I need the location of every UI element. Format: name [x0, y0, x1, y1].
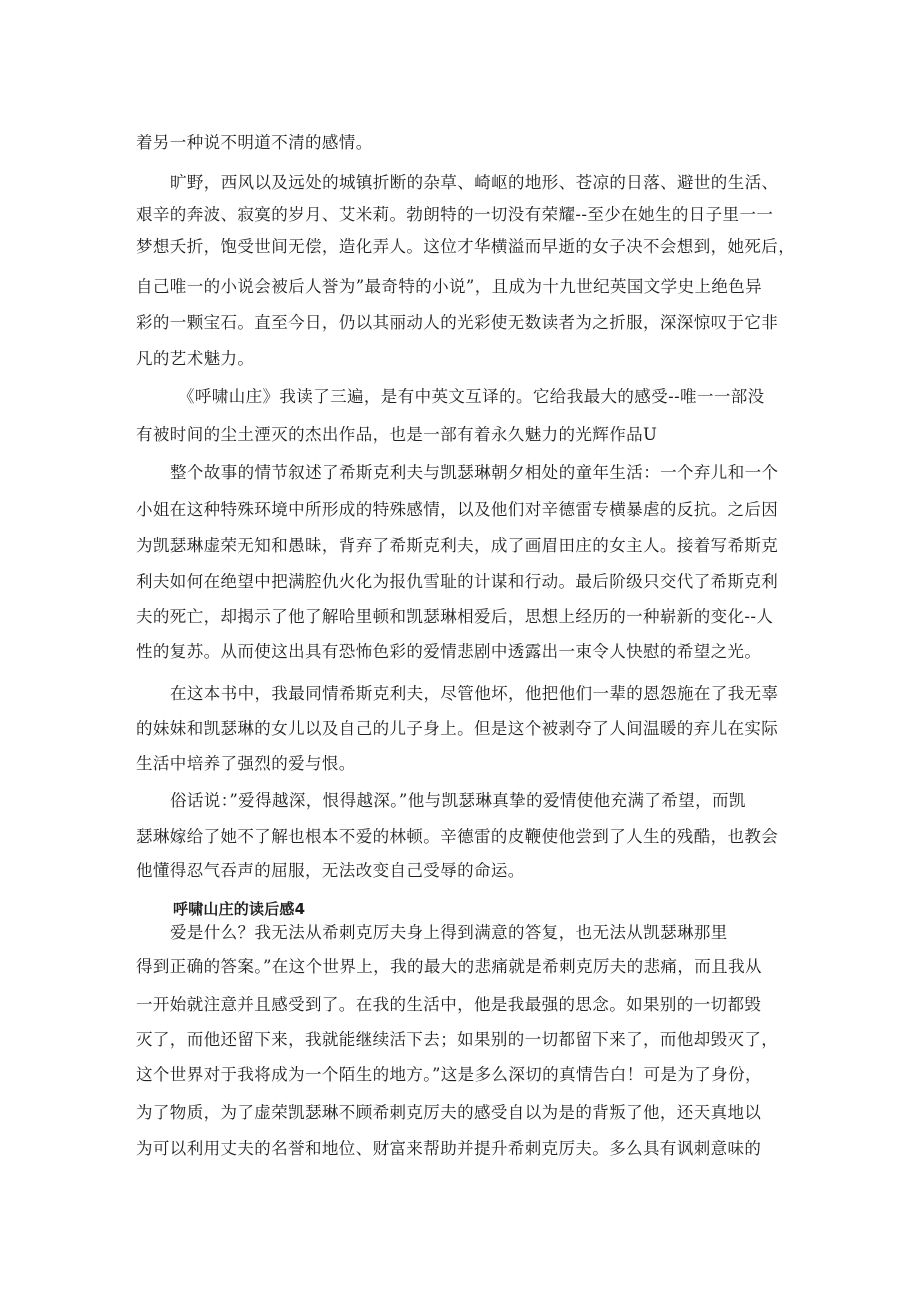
paragraph-start-line: 俗话说：”爱得越深，恨得越深。”他与凯瑟琳真挚的爱情使他充满了希望，而凯: [170, 791, 746, 810]
text-line: 利夫如何在绝望中把满腔仇火化为报仇雪耻的计谋和行动。最后阶级只交代了希斯克利: [136, 572, 779, 591]
text-line: 梦想夭折，饱受世间无偿，造化弄人。这位才华横溢而早逝的女子决不会想到，她死后，: [136, 237, 796, 256]
text-line: 为可以利用丈夫的名誉和地位、财富来帮助并提升希刺克厉夫。多么具有讽刺意味的: [136, 1139, 762, 1158]
text-line: 得到正确的答案。”在这个世界上，我的最大的悲痛就是希刺克厉夫的悲痛，而且我从: [136, 957, 762, 976]
text-line: 自己唯一的小说会被后人誉为”最奇特的小说”，且成为十九世纪英国文学史上绝色异: [136, 277, 763, 296]
text-line: 为凯瑟琳虚荣无知和愚昧，背弃了希斯克利夫，成了画眉田庄的女主人。接着写希斯克: [136, 536, 779, 555]
paragraph-start-line: 旷野，西风以及远处的城镇折断的杂草、崎岖的地形、苍凉的日落、避世的生活、: [170, 173, 779, 192]
section-heading: 呼啸山庄的读后感4: [173, 900, 306, 918]
paragraph-start-line: 爱是什么？我无法从希刺克厉夫身上得到满意的答复，也无法从凯瑟琳那里: [170, 923, 728, 942]
text-line: 的妹妹和凯瑟琳的女儿以及自己的儿子身上。但是这个被剥夺了人间温暖的弃儿在实际: [136, 719, 779, 738]
paragraph-start-line: 《呼啸山庄》我读了三遍，是有中英文互译的。它给我最大的感受--唯一一部没: [178, 387, 765, 406]
text-line: 凡的艺术魅力。: [136, 349, 255, 368]
text-line: 夫的死亡，却揭示了他了解哈里顿和凯瑟琳相爱后，思想上经历的一种崭新的变化--人: [136, 607, 774, 626]
text-line: 小姐在这种特殊环境中所形成的特殊感情，以及他们对辛德雷专横暴虐的反抗。之后因: [136, 500, 779, 519]
text-line: 灭了，而他还留下来，我就能继续活下去；如果别的一切都留下来了，而他却毁灭了，: [136, 1030, 779, 1049]
text-line: 这个世界对于我将成为一个陌生的地方。”这是多么深切的真情告白！可是为了身份，: [136, 1065, 762, 1084]
text-line: 他懂得忍气吞声的屈服，无法改变自己受辱的命运。: [136, 861, 525, 880]
paragraph-start-line: 在这本书中，我最同情希斯克利夫，尽管他坏，他把他们一辈的恩怨施在了我无辜: [170, 684, 779, 703]
text-line: 性的复苏。从而使这出具有恐怖色彩的爱情悲剧中透露出一束令人快慰的希望之光。: [136, 642, 762, 661]
text-line: 彩的一颗宝石。直至今日，仍以其丽动人的光彩使无数读者为之折服，深深惊叹于它非: [136, 313, 779, 332]
text-line: 生活中培养了强烈的爱与恨。: [136, 754, 356, 773]
text-line: 瑟琳嫁给了她不了解也根本不爱的林顿。辛德雷的皮鞭使他尝到了人生的残酷，也教会: [136, 827, 779, 846]
text-line: 一开始就注意并且感受到了。在我的生活中，他是我最强的思念。如果别的一切都毁: [136, 995, 762, 1014]
text-line: 艰辛的奔波、寂寞的岁月、艾米莉。勃朗特的一切没有荣耀--至少在她生的日子里一一: [136, 205, 774, 224]
text-line: 有被时间的尘土湮灭的杰出作品，也是一部有着永久魅力的光辉作品U: [136, 425, 658, 444]
text-line: 着另一种说不明道不清的感情。: [136, 133, 373, 152]
text-line: 为了物质，为了虚荣凯瑟琳不顾希刺克厉夫的感受自以为是的背叛了他，还天真地以: [136, 1103, 762, 1122]
paragraph-start-line: 整个故事的情节叙述了希斯克利夫与凯瑟琳朝夕相处的童年生活：一个弃儿和一个: [170, 463, 779, 482]
